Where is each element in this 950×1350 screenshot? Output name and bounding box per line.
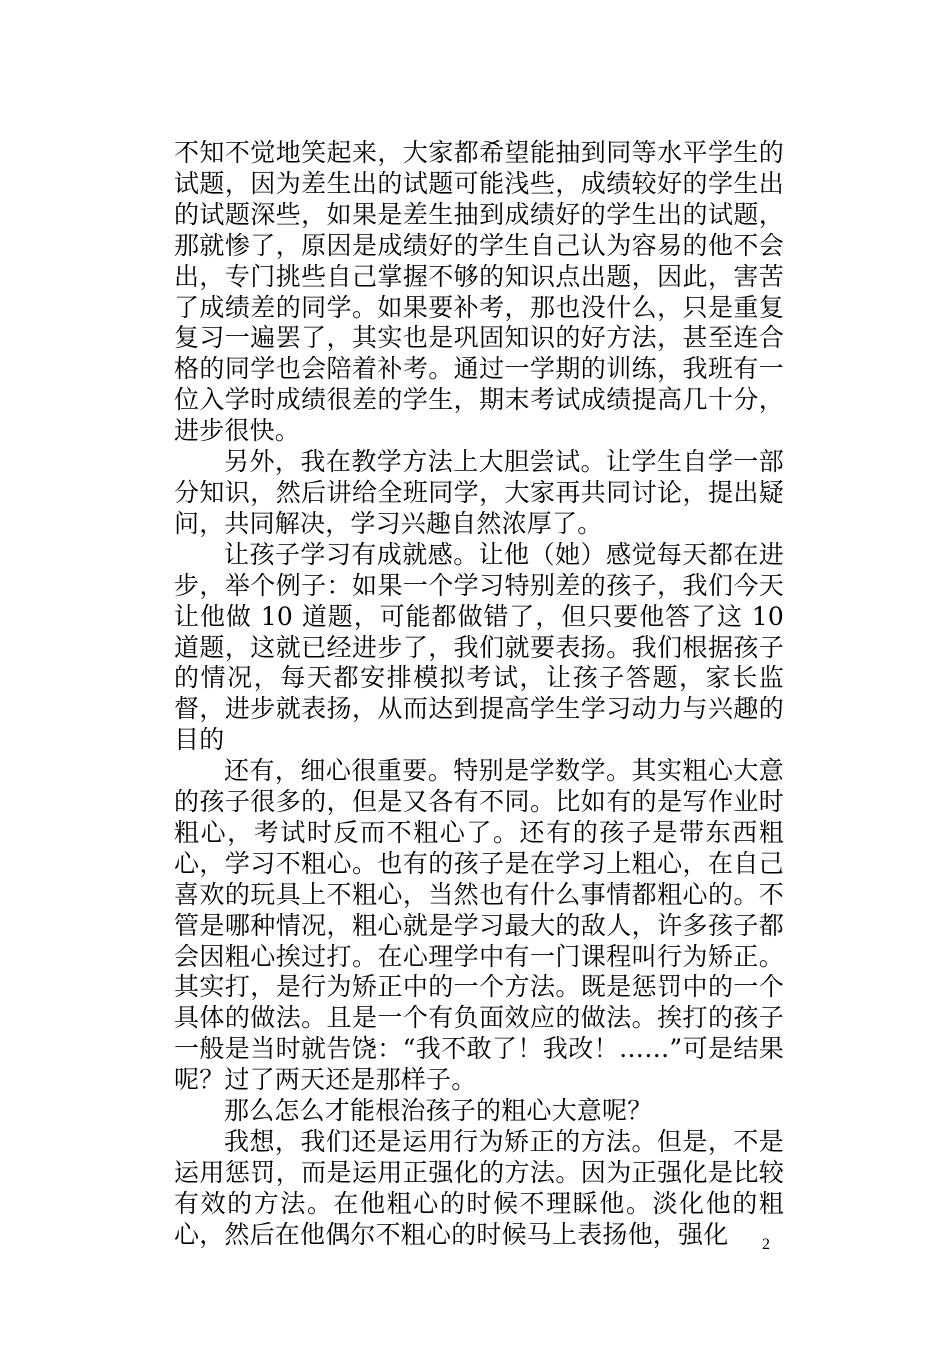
paragraph-positive-reinforcement: 我想，我们还是运用行为矫正的方法。但是，不是运用惩罚，而是运用正强化的方法。因为正强化是比较有效的方法。在他粗心的时候不理睬他。淡化他的粗心，然后在他偶尔不粗心的时候马上表扬他，强化 [174,1127,784,1249]
paragraph-sense-of-achievement: 让孩子学习有成就感。让他（她）感觉每天都在进步，举个例子：如果一个学习特别差的孩子，我们今天让他做 10 道题，可能都做错了，但只要他答了这 10 道题，这就已经进步了，我们就要表扬。我们根据孩子的情况，每天都安排模拟考试，让孩子答题，家长监督，进步就表扬，从而达到提高学生学习动力与兴趣的目的 [174,539,784,755]
paragraph-question: 那么怎么才能根治孩子的粗心大意呢？ [224,1096,653,1126]
body-text [174,138,784,1251]
paragraph-carefulness: 还有，细心很重要。特别是学数学。其实粗心大意的孩子很多的，但是又各有不同。比如有的是写作业时粗心，考试时反而不粗心了。还有的孩子是带东西粗心，学习不粗心。也有的孩子是在学习上粗心，在自己喜欢的玩具上不粗心，当然也有什么事情都粗心的。不管是哪种情况，粗心就是学习最大的敌人，许多孩子都会因粗心挨过打。在心理学中有一门课程叫行为矫正。其实打，是行为矫正中的一个方法。既是惩罚中的一个具体的做法。且是一个有负面效应的做法。挨打的孩子一般是当时就告饶：“我不敢了！我改！……”可是结果呢？过了两天还是那样子。 [174,756,784,1095]
paragraph-exam-continuation: 不知不觉地笑起来，大家都希望能抽到同等水平学生的试题，因为差生出的试题可能浅些，成绩较好的学生出的试题深些，如果是差生抽到成绩好的学生出的试题，那就惨了，原因是成绩好的学生自己认为容易的他不会出，专门挑些自己掌握不够的知识点出题，因此，害苦了成绩差的同学。如果要补考，那也没什么，只是重复复习一遍罢了，其实也是巩固知识的好方法，甚至连合格的同学也会陪着补考。通过一学期的训练，我班有一位入学时成绩很差的学生，期末考试成绩提高几十分，进步很快。 [174,138,784,446]
page-number: 2 [762,1236,770,1253]
paragraph-teaching-method: 另外，我在教学方法上大胆尝试。让学生自学一部分知识，然后讲给全班同学，大家再共同讨论，提出疑问，共同解决，学习兴趣自然浓厚了。 [174,447,784,538]
